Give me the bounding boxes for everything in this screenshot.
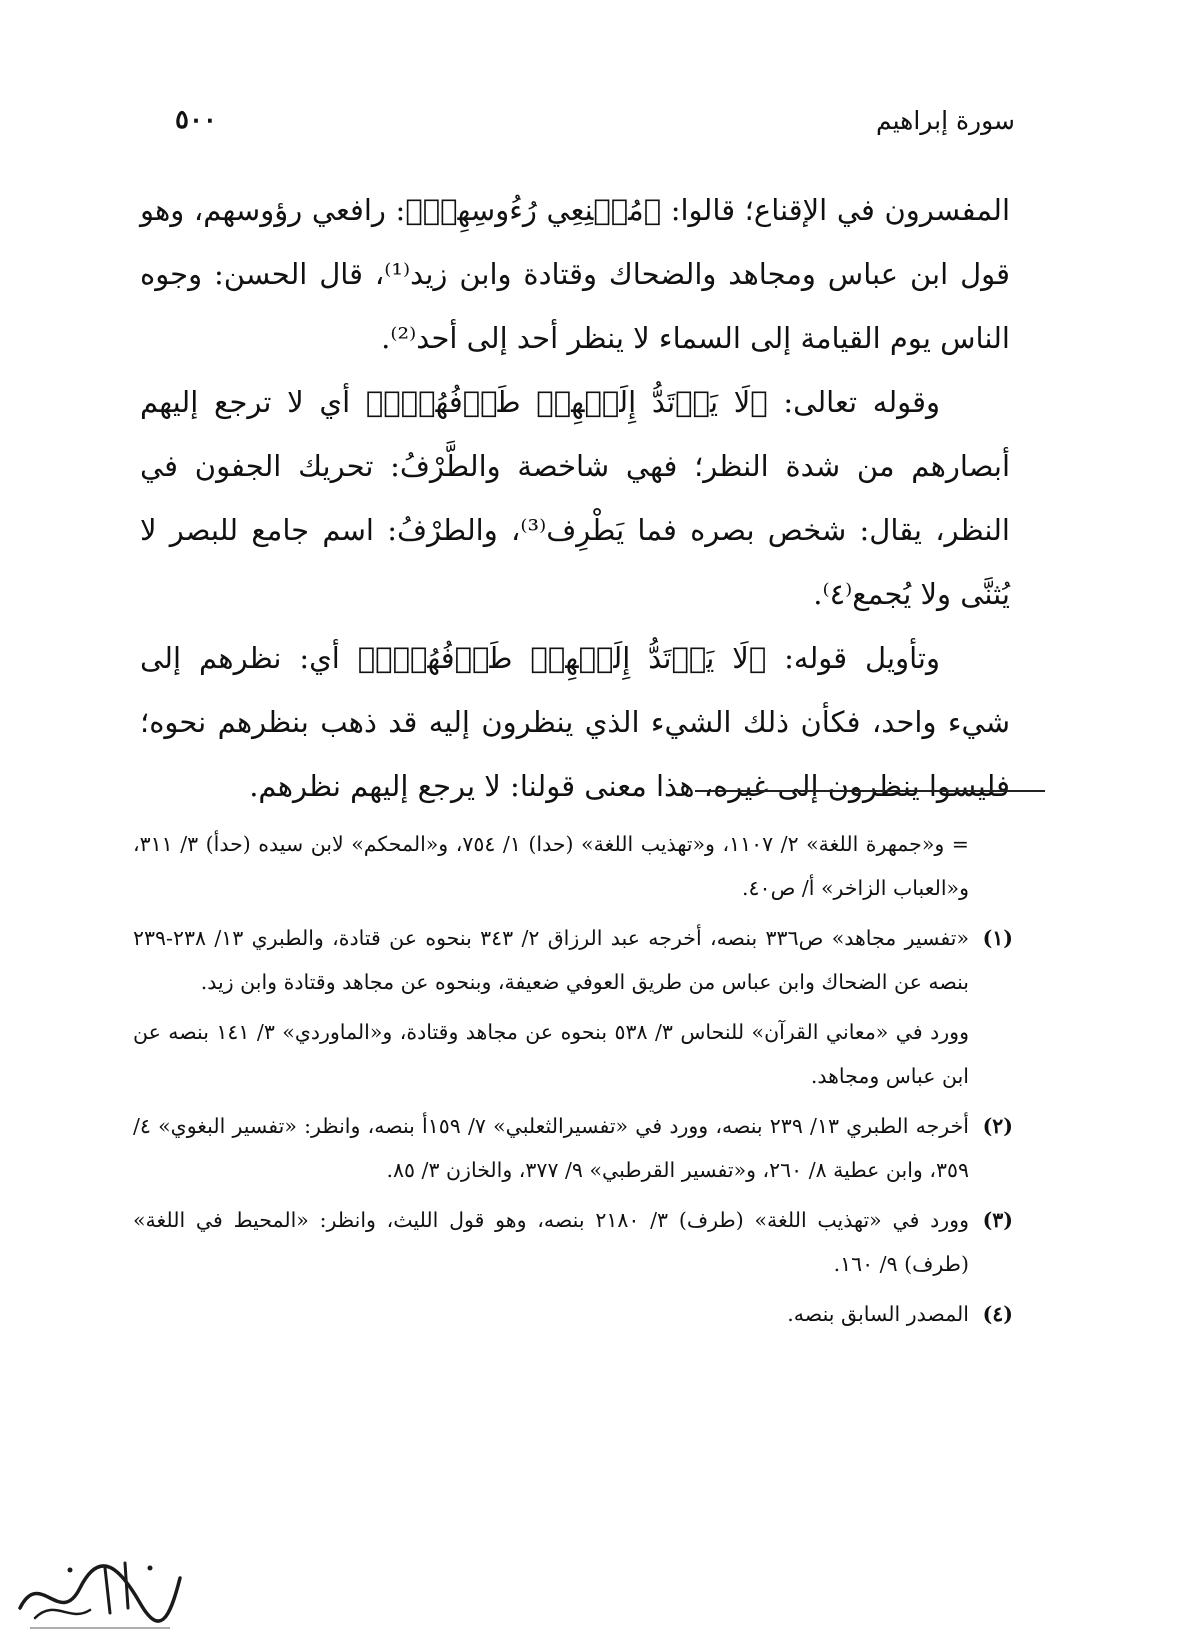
footnote-4-text: المصدر السابق بنصه. [787, 1302, 969, 1326]
footnote-2-number: (٢) [982, 1114, 1013, 1138]
running-title: سورة إبراهيم [876, 105, 1015, 135]
footnote-2 [133, 1104, 1013, 1192]
paragraph-2: وقوله تعالى: ﴿لَا يَرۡتَدُّ إِلَيۡهِمۡ طَرۡفُهُمۡۖ﴾ أي لا ترجع إليهم أبصارهم من شدة النظر؛ فهي شاخصة والطَّرْفُ: تحريك الجفون في النظر، يقال: شخص بصره فما يَطْرِف⁽³⁾، والطرْفُ: اسم جامع للبصر لا يُثنَّى ولا يُجمع⁽٤⁾. [140, 385, 1010, 611]
calligraphy-logo [10, 1548, 190, 1638]
footnote-continued-text: = و«جمهرة اللغة» ٢/ ١١٠٧، و«تهذيب اللغة» (حدا) ١/ ٧٥٤، و«المحكم» لابن سيده (حدأ) ٣/ ٣١١، و«العباب الزاخر» أ/ ص٤٠. [133, 832, 969, 900]
footnote-4 [133, 1292, 1013, 1336]
page-header [175, 100, 1015, 140]
footnote-3-number: (٣) [982, 1208, 1013, 1232]
footnote-3-text: وورد في «تهذيب اللغة» (طرف) ٣/ ٢١٨٠ بنصه، وهو قول الليث، وانظر: «المحيط في اللغة» (طرف) ٩/ ١٦٠. [133, 1208, 969, 1276]
footnote-2-text: أخرجه الطبري ١٣/ ٢٣٩ بنصه، وورد في «تفسيرالثعلبي» ٧/ ١٥٩أ بنصه، وانظر: «تفسير البغوي» ٤/ ٣٥٩، وابن عطية ٨/ ٢٦٠، و«تفسير القرطبي» ٩/ ٣٧٧، والخازن ٣/ ٨٥. [133, 1114, 969, 1182]
footnote-1-extra-text: وورد في «معاني القرآن» للنحاس ٣/ ٥٣٨ بنحوه عن مجاهد وقتادة، و«الماوردي» ٣/ ١٤١ بنصه عن ابن عباس ومجاهد. [133, 1020, 969, 1088]
footnote-1 [133, 916, 1013, 1004]
footnote-1-text: «تفسير مجاهد» ص٣٣٦ بنصه، أخرجه عبد الرزاق ٢/ ٣٤٣ بنحوه عن قتادة، والطبري ١٣/ ٢٣٨-٢٣٩ بنصه عن الضحاك وابن عباس من طريق العوفي ضعيفة، وبنحوه عن مجاهد وقتادة وابن زيد. [133, 926, 969, 994]
footnote-3 [133, 1198, 1013, 1286]
footnotes [133, 822, 1013, 1342]
footnote-4-number: (٤) [982, 1302, 1013, 1326]
footnote-1-extra [133, 1010, 1013, 1098]
page-number: ٥٠٠ [175, 105, 217, 135]
footnote-divider [695, 790, 1045, 792]
footnote-continued [133, 822, 1013, 910]
main-text [140, 178, 1010, 818]
paragraph-3: وتأويل قوله: ﴿لَا يَرۡتَدُّ إِلَيۡهِمۡ طَرۡفُهُمۡۖ﴾ أي: نظرهم إلى شيء واحد، فكأن ذلك الشيء الذي ينظرون إليه قد ذهب بنظرهم نحوه؛ فليسوا ينظرون إلى غيره، هذا معنى قولنا: لا يرجع إليهم نظرهم. [140, 641, 1010, 803]
footnote-1-number: (١) [982, 926, 1013, 950]
paragraph-1: المفسرون في الإقناع؛ قالوا: ﴿مُقۡنِعِي رُءُوسِهِمۡ﴾: رافعي رؤوسهم، وهو قول ابن عباس ومجاهد والضحاك وقتادة وابن زيد⁽¹⁾، قال الحسن: وجوه الناس يوم القيامة إلى السماء لا ينظر أحد إلى أحد⁽²⁾. [140, 193, 1010, 355]
